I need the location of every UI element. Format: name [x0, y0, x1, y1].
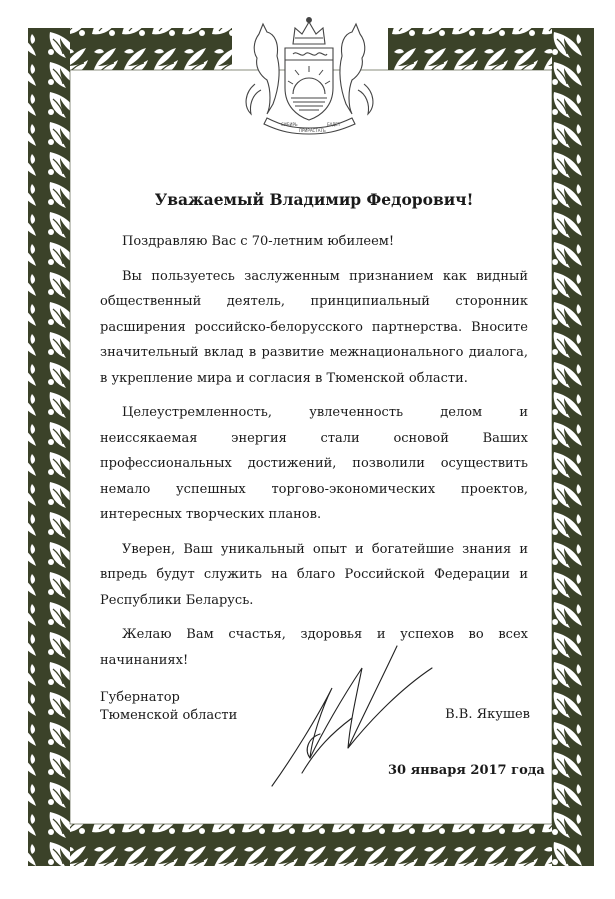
ribbon-word-3: БУДЕТ: [327, 122, 341, 127]
border-left: [28, 28, 70, 866]
paragraph-wishes: Желаю Вам счастья, здоровья и успехов во всех начинаниях!: [100, 627, 528, 668]
ribbon-word-1: СИБИРЬ: [281, 122, 298, 127]
paragraph-achievements: Целеустремленность, увлеченность делом и неиссякаемая энергия стали основой Ваших профессиональных достижений, позволили осуществить немало успешных торгово-экономических проектов, интересных творческих планов.: [100, 405, 528, 522]
paragraph-greeting: Поздравляю Вас с 70-летним юбилеем!: [122, 234, 395, 249]
paragraph-recognition: Вы пользуетесь заслуженным признанием как видный общественный деятель, принципиальный сторонник расширения российско-белорусского партнерства. Вносите значительный вклад в развитие межнационального диалога, в укрепление мира и согласия в Тюменской области.: [100, 268, 528, 386]
letter-date: 30 января 2017 года: [388, 763, 545, 778]
coat-of-arms-emblem: [237, 14, 382, 136]
signer-name: В.В. Якушев: [445, 707, 530, 722]
border-bottom: [28, 824, 594, 866]
signer-title-line1: Губернатор: [100, 690, 180, 705]
ribbon-word-2: ПРИРАСТАТЬ: [299, 128, 326, 133]
border-right: [552, 28, 594, 866]
letter-body: [100, 190, 528, 682]
paragraph-experience: Уверен, Ваш уникальный опыт и богатейшие знания и впредь будут служить на благо Российской Федерации и Республики Беларусь.: [100, 541, 528, 608]
signer-title-line2: Тюменской области: [100, 708, 238, 723]
salutation: Уважаемый Владимир Федорович!: [154, 190, 474, 209]
